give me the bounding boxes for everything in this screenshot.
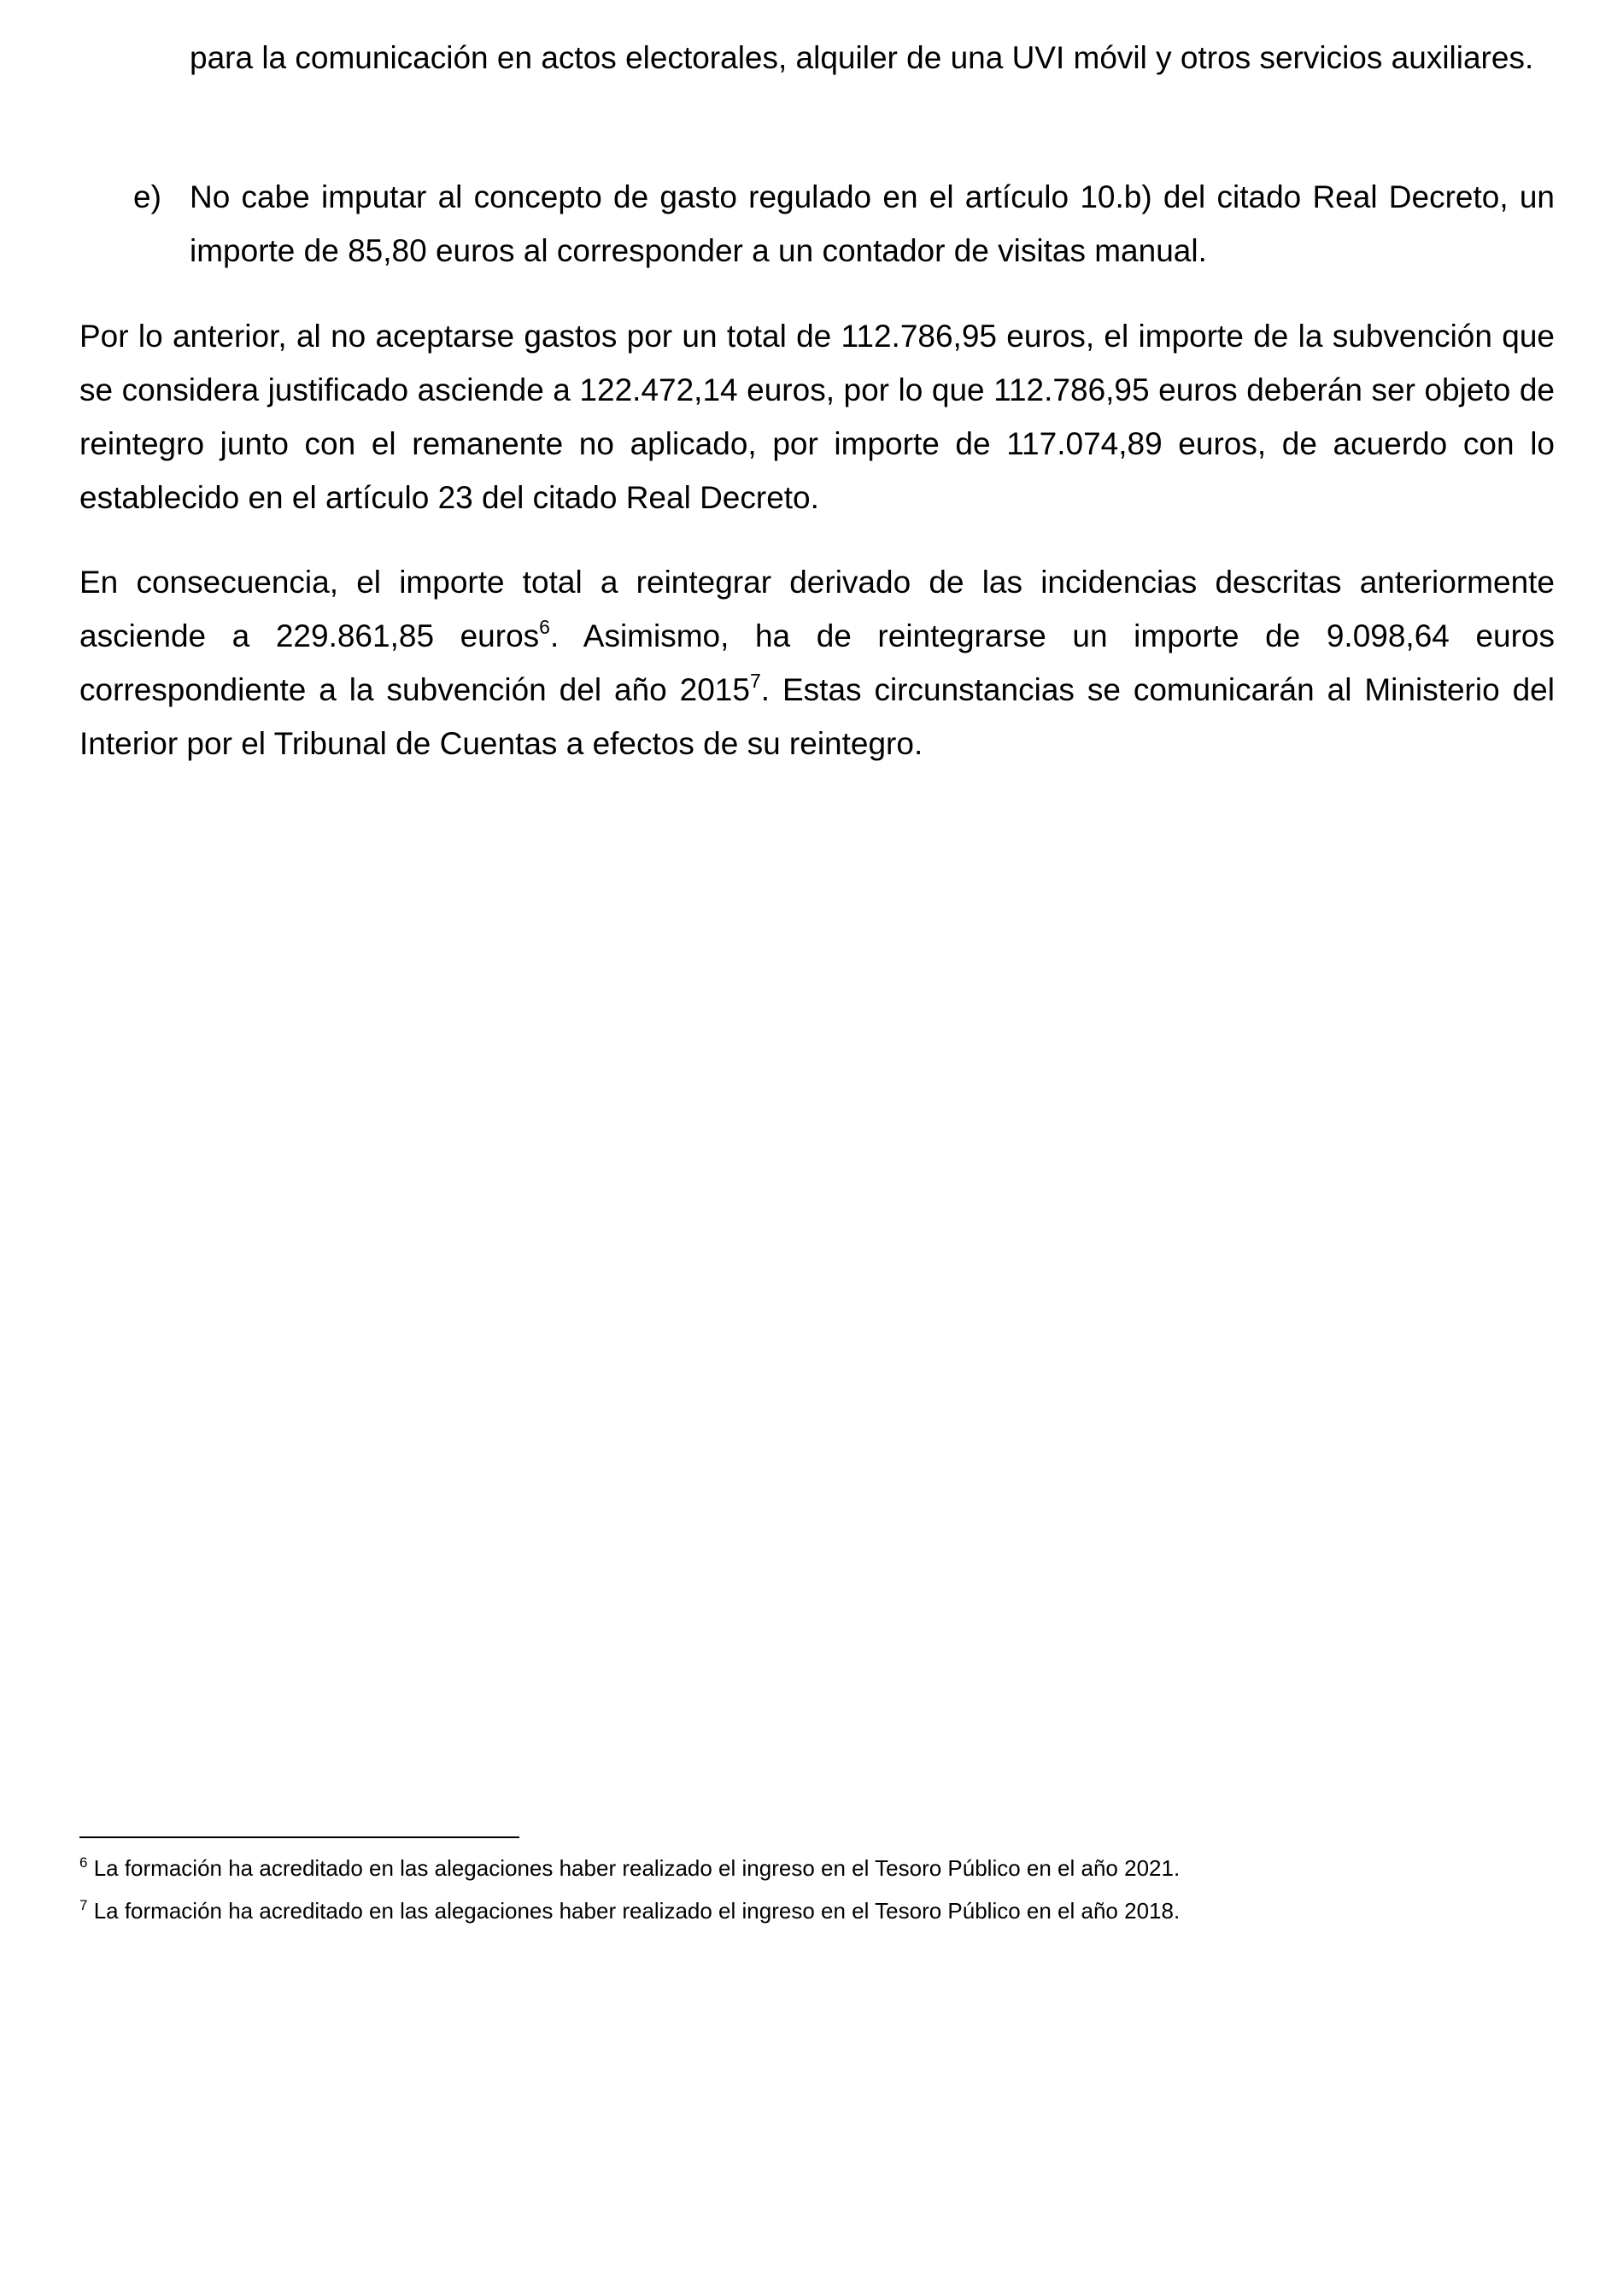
paragraph-total-reintegro	[79, 555, 1555, 770]
paragraph-reintegro-summary: Por lo anterior, al no aceptarse gastos por un total de 112.786,95 euros, el importe de la subvención que se considera justificado asciende a 122.472,14 euros, por lo que 112.786,95 euros deberán ser objeto de reintegro junto con el remanente no aplicado, por importe de 117.074,89 euros, de acuerdo con lo establecido en el artículo 23 del citado Real Decreto.	[79, 319, 1555, 515]
paragraph-text: En consecuencia, el importe total a reintegrar derivado de las incidencias descritas anteriormente asciende a 229.861,85 euros	[79, 565, 1555, 653]
list-item-text: No cabe imputar al concepto de gasto regulado en el artículo 10.b) del citado Real Decreto, un importe de 85,80 euros al corresponder a un contador de visitas manual.	[190, 179, 1555, 268]
list-item-e	[133, 170, 1555, 278]
footnote-separator	[79, 1836, 519, 1838]
footnote-number: 6	[79, 1854, 88, 1871]
footnote-reference-7[interactable]: 7	[749, 670, 761, 692]
paragraph-text: . Estas circunstancias se comunicarán al Ministerio del Interior por el Tribunal de Cuentas a efectos de su reintegro.	[79, 672, 1555, 761]
list-item-d-continuation: para la comunicación en actos electorales, alquiler de una UVI móvil y otros servicios auxiliares.	[190, 40, 1534, 75]
footnote-reference-6[interactable]: 6	[539, 616, 550, 638]
footnote-text: La formación ha acreditado en las alegaciones haber realizado el ingreso en el Tesoro Público en el año 2018.	[87, 1898, 1181, 1924]
footnote-number: 7	[79, 1897, 88, 1913]
footnote-7	[79, 1896, 1555, 1925]
list-item-marker: e)	[133, 179, 161, 214]
footnote-text: La formación ha acreditado en las alegaciones haber realizado el ingreso en el Tesoro Público en el año 2021.	[87, 1855, 1181, 1881]
footnote-6	[79, 1854, 1555, 1883]
paragraph-text: . Asimismo, ha de reintegrarse un importe de 9.098,64 euros correspondiente a la subvención del año 2015	[79, 618, 1555, 707]
